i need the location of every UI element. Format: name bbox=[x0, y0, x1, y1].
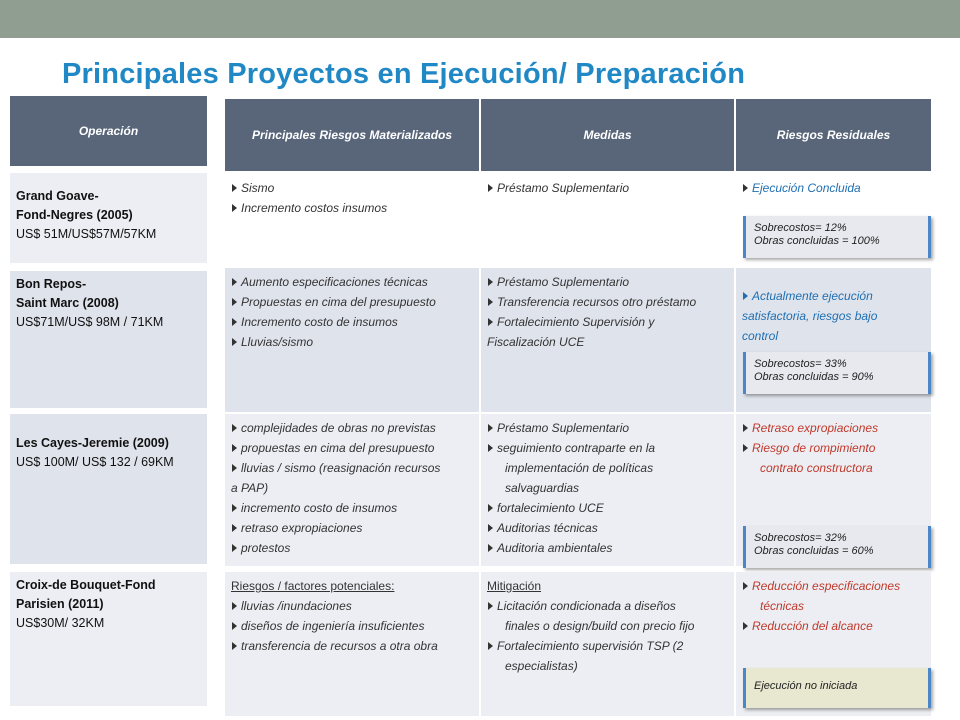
list-item: Retraso expropiaciones bbox=[742, 418, 925, 438]
list-item-continuation: implementación de políticas bbox=[505, 461, 654, 475]
riesgos-cell bbox=[225, 572, 479, 716]
list-item: Riesgo de rompimiento bbox=[742, 438, 925, 458]
header-operacion bbox=[10, 96, 207, 166]
list-item-continuation: satisfactoria, riesgos bajo bbox=[742, 309, 878, 323]
list-item: Reducción del alcance bbox=[742, 616, 925, 636]
operation-cost: US$30M/ 32KM bbox=[16, 616, 105, 630]
header-riesgos-label: Principales Riesgos Materializados bbox=[251, 128, 453, 142]
operation-name: Les Cayes-Jeremie (2009) bbox=[16, 436, 169, 450]
list-item: lluvias / sismo (reasignación recursos bbox=[231, 458, 473, 478]
operation-cell bbox=[10, 414, 207, 564]
list-item: Fortalecimiento Supervisión y bbox=[487, 312, 728, 332]
operation-cost: US$71M/US$ 98M / 71KM bbox=[16, 315, 164, 329]
header-residuales bbox=[736, 99, 931, 171]
list-item: Lluvias/sismo bbox=[231, 332, 473, 352]
list-item-continuation: finales o design/build con precio fijo bbox=[505, 619, 695, 633]
list-item: Ejecución Concluida bbox=[742, 178, 925, 198]
header-residuales-label: Riesgos Residuales bbox=[776, 128, 891, 142]
operation-name: Croix-de Bouquet-Fond bbox=[16, 578, 156, 592]
status-note: Sobrecostos= 32% Obras concluidas = 60% bbox=[743, 526, 931, 568]
list-item: Sismo bbox=[231, 178, 473, 198]
list-item: Reducción especificaciones bbox=[742, 576, 925, 596]
operation-cell bbox=[10, 271, 207, 408]
section-heading: Riesgos / factores potenciales: bbox=[231, 579, 395, 593]
list-item-continuation: contrato constructora bbox=[760, 461, 873, 475]
top-banner bbox=[0, 0, 960, 38]
list-item: diseños de ingeniería insuficientes bbox=[231, 616, 473, 636]
list-item-continuation: control bbox=[742, 329, 779, 343]
operation-cell bbox=[10, 572, 207, 706]
list-item: seguimiento contraparte en la bbox=[487, 438, 728, 458]
list-item: Préstamo Suplementario bbox=[487, 418, 728, 438]
riesgos-cell bbox=[225, 268, 479, 412]
list-item: Préstamo Suplementario bbox=[487, 272, 728, 292]
list-item-continuation: Fiscalización UCE bbox=[487, 335, 585, 349]
operation-cell bbox=[10, 173, 207, 263]
riesgos-cell bbox=[225, 414, 479, 566]
operation-name: Grand Goave- bbox=[16, 189, 99, 203]
riesgos-cell bbox=[225, 174, 479, 266]
medidas-cell bbox=[481, 268, 734, 412]
list-item-continuation: salvaguardias bbox=[505, 481, 580, 495]
header-medidas-label: Medidas bbox=[583, 128, 632, 142]
header-riesgos bbox=[225, 99, 479, 171]
list-item: Fortalecimiento supervisión TSP (2 bbox=[487, 636, 728, 656]
status-note: Sobrecostos= 33% Obras concluidas = 90% bbox=[743, 352, 931, 394]
status-note: Sobrecostos= 12% Obras concluidas = 100% bbox=[743, 216, 931, 258]
list-item: Propuestas en cima del presupuesto bbox=[231, 292, 473, 312]
list-item: Incremento costos insumos bbox=[231, 198, 473, 218]
status-note: Ejecución no iniciada bbox=[743, 668, 931, 708]
operation-cost: US$ 100M/ US$ 132 / 69KM bbox=[16, 455, 174, 469]
list-item: fortalecimiento UCE bbox=[487, 498, 728, 518]
list-item-continuation: especialistas) bbox=[505, 659, 578, 673]
list-item: protestos bbox=[231, 538, 473, 558]
operation-name: Fond-Negres (2005) bbox=[16, 208, 133, 222]
operation-cost: US$ 51M/US$57M/57KM bbox=[16, 227, 157, 241]
operation-name: Bon Repos- bbox=[16, 277, 87, 291]
header-operacion-label: Operación bbox=[78, 124, 139, 138]
list-item: lluvias /inundaciones bbox=[231, 596, 473, 616]
list-item: Transferencia recursos otro préstamo bbox=[487, 292, 728, 312]
medidas-cell bbox=[481, 572, 734, 716]
list-item: Licitación condicionada a diseños bbox=[487, 596, 728, 616]
medidas-cell bbox=[481, 174, 734, 266]
list-item: Auditorias técnicas bbox=[487, 518, 728, 538]
list-item: Incremento costo de insumos bbox=[231, 312, 473, 332]
medidas-cell bbox=[481, 414, 734, 566]
list-item: transferencia de recursos a otra obra bbox=[231, 636, 473, 656]
list-item-continuation: técnicas bbox=[760, 599, 805, 613]
list-item: Auditoria ambientales bbox=[487, 538, 728, 558]
operation-name: Parisien (2011) bbox=[16, 597, 104, 611]
list-item: propuestas en cima del presupuesto bbox=[231, 438, 473, 458]
list-item-continuation: a PAP) bbox=[231, 481, 269, 495]
list-item: retraso expropiaciones bbox=[231, 518, 473, 538]
list-item: Actualmente ejecución bbox=[742, 286, 925, 306]
list-item: complejidades de obras no previstas bbox=[231, 418, 473, 438]
header-medidas bbox=[481, 99, 734, 171]
list-item: incremento costo de insumos bbox=[231, 498, 473, 518]
list-item: Préstamo Suplementario bbox=[487, 178, 728, 198]
page-title: Principales Proyectos en Ejecución/ Preparación bbox=[62, 58, 746, 90]
operation-name: Saint Marc (2008) bbox=[16, 296, 119, 310]
list-item: Aumento especificaciones técnicas bbox=[231, 272, 473, 292]
section-heading: Mitigación bbox=[487, 579, 542, 593]
